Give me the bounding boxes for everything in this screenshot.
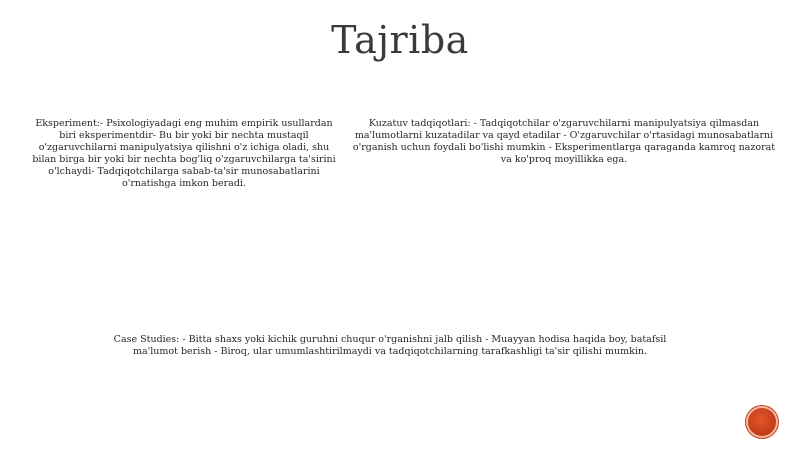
case-studies-text-block: Case Studies: - Bitta shaxs yoki kichik guruhni chuqur o'rganishni jalb qilish - Muayyan hodisa haqida boy, batafsil ma'lumot berish - Biroq, ular umumlashtirilmaydi va tadqiqotchilarning tarafkashligi ta'sir qilishi mumkin.: [113, 334, 667, 357]
slide-title: Tajriba: [331, 18, 469, 62]
slide-nav-button[interactable]: [748, 408, 776, 436]
experiment-text-block: Eksperiment:- Psixologiyadagi eng muhim empirik usullardan biri eksperimentdir- Bu bir yoki bir nechta mustaqil o'zgaruvchilarni manipulyatsiya qilishni o'z ichiga oladi, shu bilan birga bir yoki bir nechta bog'liq o'zgaruvchilarga ta'sirini o'lchaydi- Tadqiqotchilarga sabab-ta'sir munosabatlarini o'rnatishga imkon beradi.: [32, 118, 336, 189]
observational-studies-text-block: Kuzatuv tadqiqotlari: - Tadqiqotchilar o'zgaruvchilarni manipulyatsiya qilmasdan ma'lumotlarni kuzatadilar va qayd etadilar - O'zgaruvchilar o'rtasidagi munosabatlarni o'rganish uchun foydali bo'lishi mumkin - Eksperimentlarga qaraganda kamroq nazorat va ko'proq moyillikka ega.: [352, 118, 776, 165]
